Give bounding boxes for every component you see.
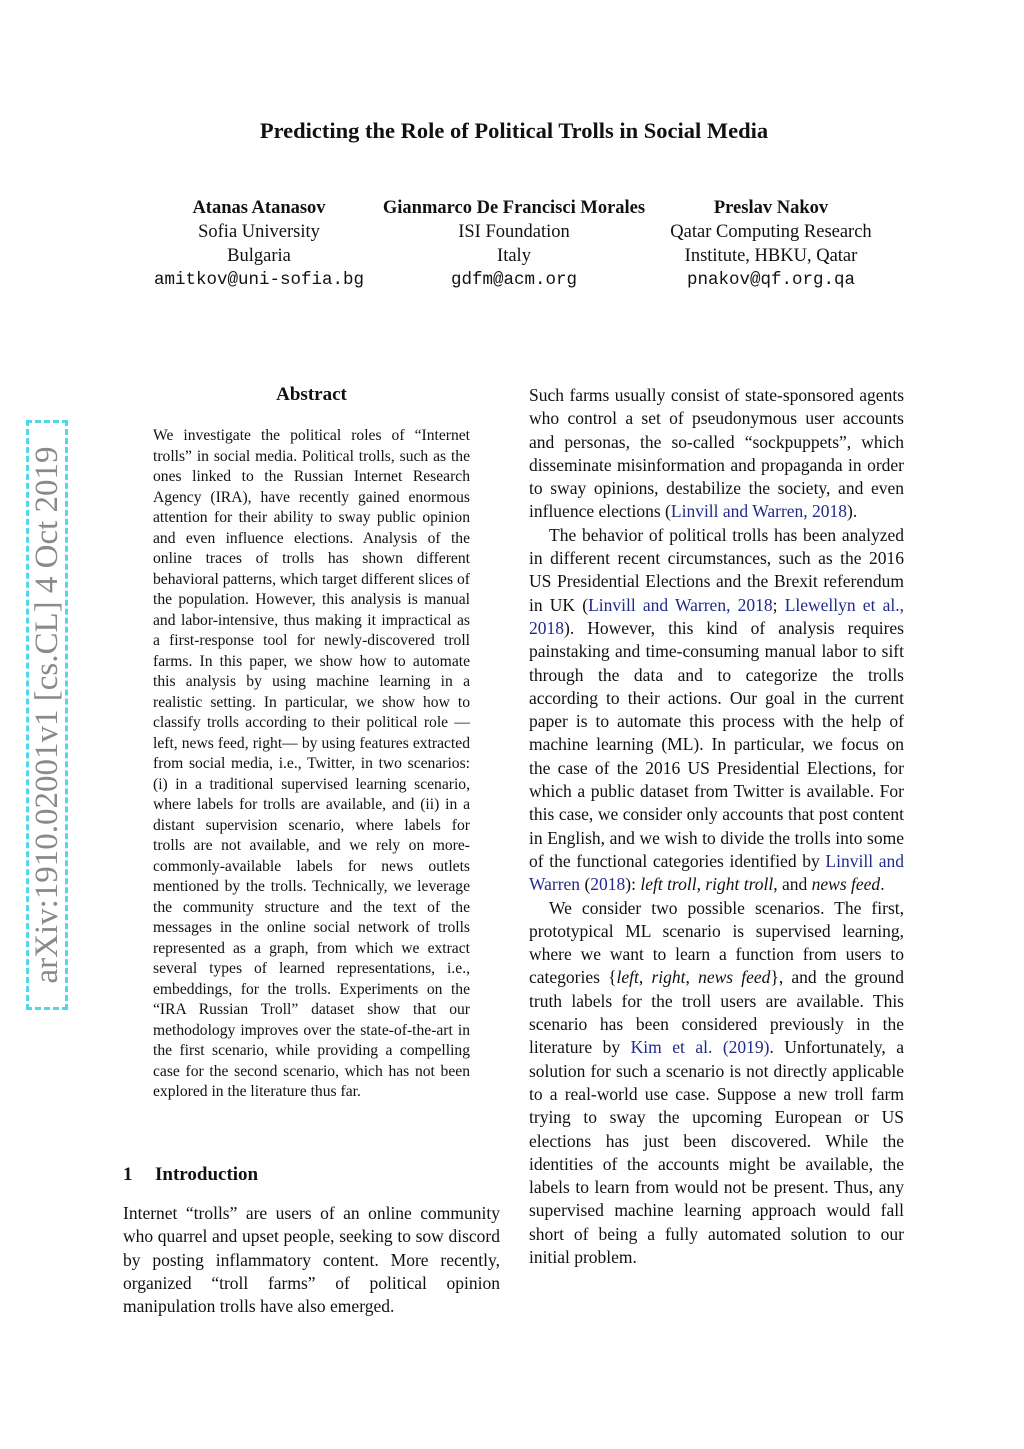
citation-link[interactable]: Kim et al. (2019) — [630, 1037, 770, 1058]
text-run: . Unfortunately, a solution for such a scenario is not directly applicable to a real-world use case. Suppose a new troll farm trying to sway the upcoming European or US elections has just been discovered. While the identities of the accounts might be available, the labels to learn from would not be present. Thus, any supervised machine learning approach would fall short of being a fully automated solution to our initial problem. — [529, 1037, 904, 1267]
author-affiliation: Qatar Computing Research — [670, 222, 872, 242]
author-name: Gianmarco De Francisci Morales — [382, 198, 646, 218]
intro-paragraph-1: Internet “trolls” are users of an online community who quarrel and upset people, seeking to sow discord by posting inflammatory content. More recently, organized “troll farms” of political opinion manipulation trolls have also emerged. — [123, 1203, 500, 1317]
text-run: Such farms usually consist of state-sponsored agents who control a set of pseudonymous user accounts and personas, the so-called “sockpuppets”, which disseminate misinformation and propaganda in order to sway opinions, destabilize the society, and even influence elections ( — [529, 385, 904, 522]
text-run: ; — [772, 594, 785, 615]
author-affiliation: Italy — [497, 246, 531, 266]
citation-link[interactable]: Linvill and Warren, 2018 — [670, 501, 848, 522]
text-run: We consider two possible scenarios. The first, prototypical ML scenario is supervised learning, where we want to learn a function from users to categories { — [529, 897, 904, 988]
text-run: , and — [773, 874, 812, 895]
italic-term: left — [616, 967, 639, 988]
author-block-3 — [648, 196, 894, 292]
author-block-2 — [364, 196, 664, 292]
italic-term: right troll — [705, 874, 774, 895]
italic-term: news feed — [698, 967, 771, 988]
text-run: , — [696, 874, 706, 895]
abstract-paragraph: We investigate the political roles of “Internet trolls” in social media. Political trolls, such as the ones linked to the Russian Internet Research Agency (IRA), have recently gained enormous attention for their ability to sway public opinion and even influence elections. Analysis of the online traces of trolls has shown different behavioral patterns, which target different slices of the population. However, this analysis is manual and labor-intensive, thus making it impractical as a first-response tool for newly-discovered troll farms. In this paper, we show how to automate this analysis by using machine learning in a realistic setting. In particular, we show how to classify trolls according to their political role —left, news feed, right— by using features extracted from social media, i.e., Twitter, in two scenarios: (i) in a traditional supervised learning scenario, where labels for trolls are available, and (ii) in a distant supervision scenario, where labels for trolls are not available, and we rely on more-commonly-available labels for news outlets mentioned by the trolls. Technically, we leverage the community structure and the text of the messages in the online social network of trolls represented as a graph, from which we extract several types of learned representations, i.e., embeddings, for the trolls. Experiments on the “IRA Russian Troll” dataset show that our methodology improves over the state-of-the-art in the first scenario, while providing a compelling case for the second scenario, which has not been explored in the literature thus far. — [153, 427, 470, 1100]
italic-term: right — [651, 967, 686, 988]
abstract-heading: Abstract — [276, 384, 347, 405]
italic-term: left troll — [640, 874, 697, 895]
citation-link[interactable]: Linvill and Warren — [529, 850, 904, 895]
paragraph-troll-farms — [529, 384, 904, 524]
text-run: ): — [625, 874, 641, 895]
section-heading — [123, 1164, 258, 1186]
paper-title: Predicting the Role of Political Trolls in Social Media — [259, 118, 769, 143]
author-email[interactable]: pnakov@qf.org.qa — [686, 270, 856, 290]
text-run: }, and the ground truth labels for the troll users are available. This scenario has been considered previously in the literature by — [529, 967, 905, 1058]
text-run: , — [685, 967, 699, 988]
author-affiliation: ISI Foundation — [458, 222, 570, 242]
citation-link[interactable]: Llewellyn et al., 2018 — [529, 594, 904, 638]
section-title: Introduction — [155, 1164, 259, 1185]
text-run: ). However, this kind of analysis requires painstaking and time-consuming manual labor to sift through the data and to categorize the trolls according to their actions. Our goal in the current paper is to automate this process with the help of machine learning (ML). In particular, we focus on the case of the 2016 US Presidential Elections, for which a public dataset from Twitter is available. For this case, we consider only accounts that post content in English, and we wish to divide the trolls into some of the functional categories identified by — [529, 617, 904, 871]
citation-link[interactable]: 2018 — [590, 874, 626, 895]
right-column — [529, 384, 904, 1269]
author-block-1 — [128, 196, 390, 292]
author-email[interactable]: gdfm@acm.org — [450, 270, 578, 290]
text-run: ). — [847, 501, 858, 522]
paragraph-behavior — [529, 524, 904, 897]
text-run: The behavior of political trolls has been analyzed in different recent circumstances, such as the 2016 US Presidential Elections and the Brexit referendum in UK ( — [529, 524, 904, 615]
text-run: ( — [580, 874, 591, 895]
citation-link[interactable]: Linvill and Warren, 2018 — [588, 594, 773, 615]
author-name: Preslav Nakov — [713, 198, 829, 218]
author-affiliation: Institute, HBKU, Qatar — [684, 246, 858, 266]
intro-column-left — [123, 1202, 500, 1318]
text-run: , — [638, 967, 652, 988]
abstract-text — [153, 426, 470, 1103]
author-affiliation: Sofia University — [198, 222, 320, 242]
author-affiliation: Bulgaria — [227, 246, 291, 266]
arxiv-identifier-stamp[interactable]: arXiv:1910.02001v1 [cs.CL] 4 Oct 2019 — [26, 420, 68, 1010]
text-run: . — [880, 874, 885, 895]
section-number: 1 — [123, 1164, 133, 1185]
paragraph-scenarios — [529, 897, 904, 1270]
author-name: Atanas Atanasov — [192, 198, 326, 218]
author-email[interactable]: amitkov@uni-sofia.bg — [153, 270, 365, 290]
italic-term: news feed — [811, 874, 881, 895]
